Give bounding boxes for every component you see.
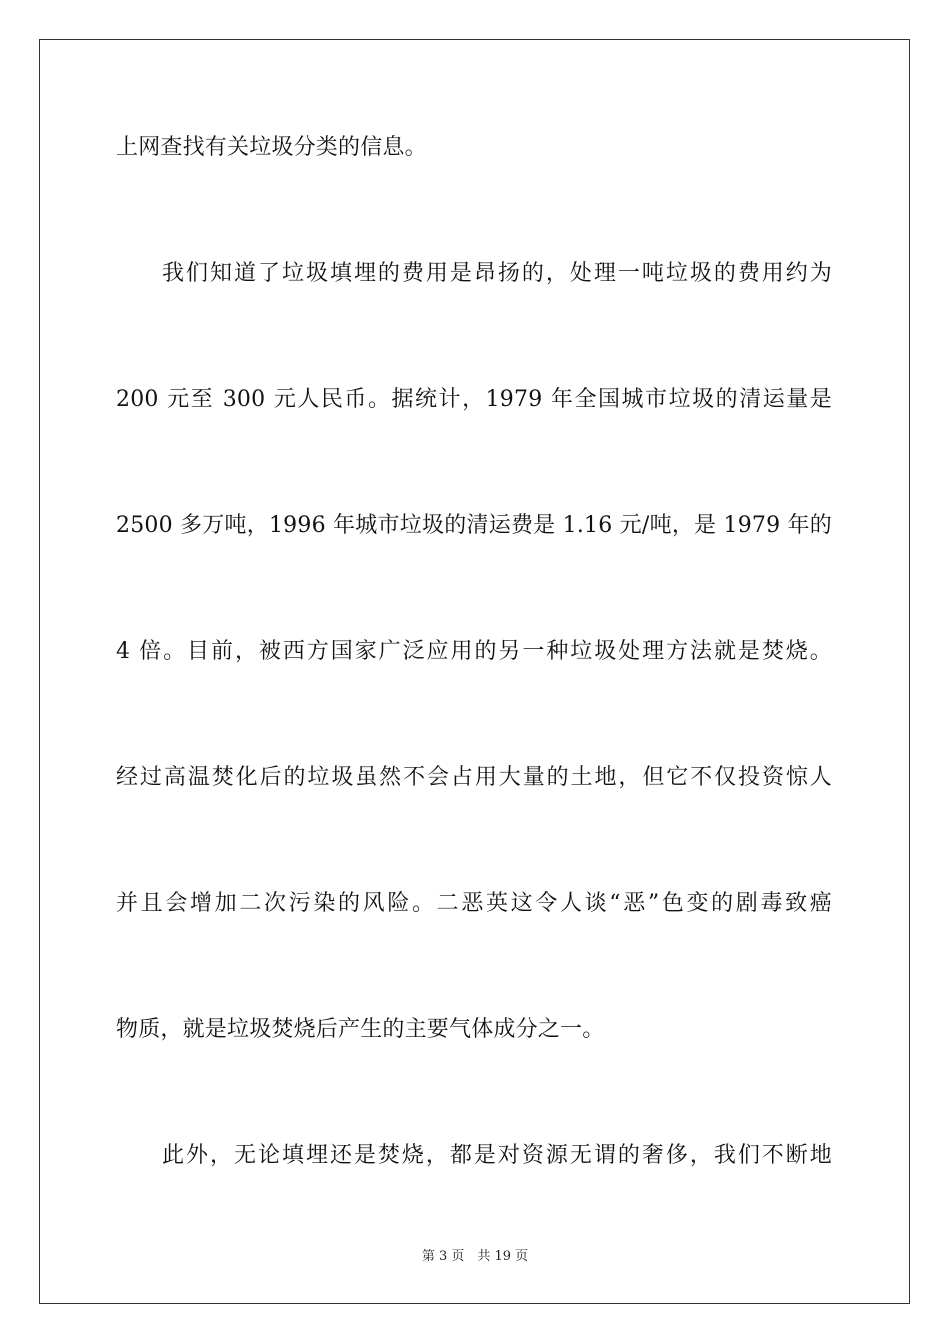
paragraph-2-line-1: 我们知道了垃圾填埋的费用是昂扬的，处理一吨垃圾的费用约为	[162, 261, 832, 286]
paragraph-2-line-3: 2500 多万吨，1996 年城市垃圾的清运费是 1.16 元/吨，是 1979 年的	[116, 513, 832, 538]
page-number: 第 3 页 共 19 页	[421, 1249, 529, 1264]
page-border	[39, 39, 910, 1304]
text-line-1: 上网查找有关垃圾分类的信息。	[116, 135, 427, 160]
paragraph-3-line-1: 此外，无论填埋还是焚烧，都是对资源无谓的奢侈，我们不断地	[162, 1143, 832, 1168]
paragraph-2-line-5: 经过高温焚化后的垃圾虽然不会占用大量的土地，但它不仅投资惊人	[116, 765, 832, 790]
paragraph-2-line-6: 并且会增加二次污染的风险。二恶英这令人谈“恶”色变的剧毒致癌	[116, 891, 832, 916]
paragraph-2-line-7: 物质，就是垃圾焚烧后产生的主要气体成分之一。	[116, 1017, 605, 1042]
paragraph-2-line-2: 200 元至 300 元人民币。据统计，1979 年全国城市垃圾的清运量是	[116, 387, 832, 412]
paragraph-2-line-4: 4 倍。目前，被西方国家广泛应用的另一种垃圾处理方法就是焚烧。	[116, 639, 832, 664]
